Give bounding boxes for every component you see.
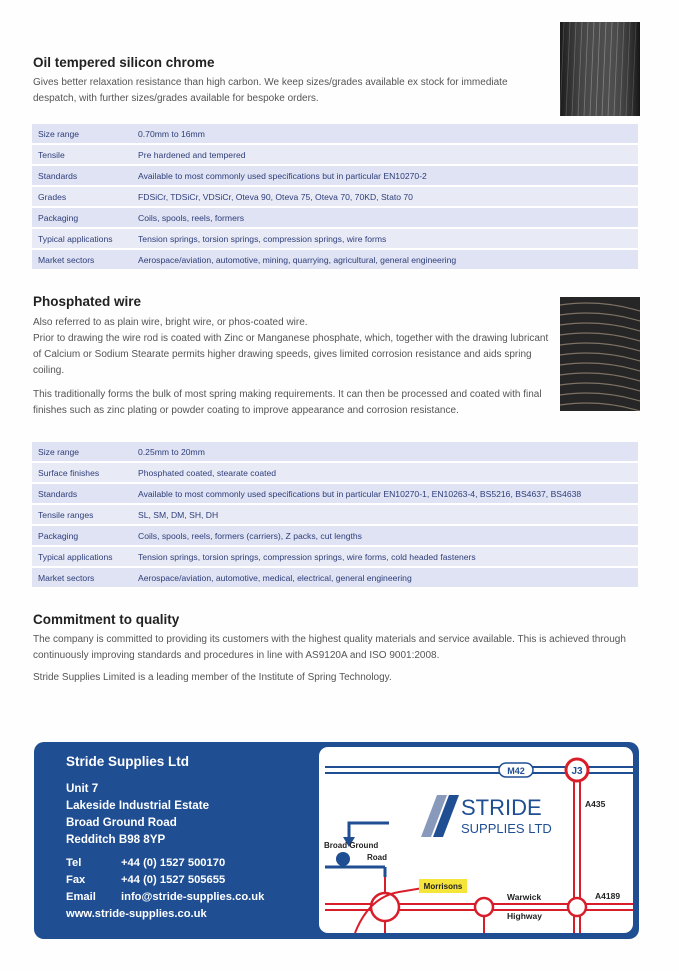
warwick-label: Warwick: [507, 892, 542, 902]
morrisons-label: Morrisons: [423, 882, 463, 891]
spec-value: Coils, spools, reels, formers: [132, 207, 638, 228]
email-label: Email: [66, 891, 96, 903]
spec-key: Size range: [32, 124, 132, 144]
table-row: [32, 165, 638, 186]
spec-value: Tension springs, torsion springs, compression springs, wire forms: [132, 228, 638, 249]
address-line: Broad Ground Road: [66, 816, 177, 829]
table-row: [32, 249, 638, 270]
spec-value: FDSiCr, TDSiCr, VDSiCr, Oteva 90, Oteva 75, Oteva 70, 70KD, Stato 70: [132, 186, 638, 207]
contact-footer: [34, 742, 639, 939]
logo-supplies: SUPPLIES LTD: [461, 821, 552, 836]
table-row: [32, 207, 638, 228]
map-graphic: [319, 747, 633, 933]
spec-key: Market sectors: [32, 567, 132, 588]
spec-key: Packaging: [32, 525, 132, 546]
spec-key: Tensile: [32, 144, 132, 165]
fax-value: +44 (0) 1527 505655: [121, 874, 226, 886]
spec-key: Size range: [32, 442, 132, 462]
company-address: [66, 780, 209, 848]
spec-value: Aerospace/aviation, automotive, mining, quarrying, agricultural, general engineering: [132, 249, 638, 270]
highway-label: Highway: [507, 911, 542, 921]
tel-value: +44 (0) 1527 500170: [121, 857, 226, 869]
tel-label: Tel: [66, 857, 82, 869]
a4189-label: A4189: [595, 891, 621, 901]
section-paragraph: Also referred to as plain wire, bright wire, or phos-coated wire.: [33, 317, 308, 328]
company-name: Stride Supplies Ltd: [66, 754, 190, 769]
fax-label: Fax: [66, 874, 86, 886]
roundabout: [475, 898, 493, 916]
spec-value: Pre hardened and tempered: [132, 144, 638, 165]
spec-key: Grades: [32, 186, 132, 207]
spec-value: SL, SM, DM, SH, DH: [132, 504, 638, 525]
j3-label: J3: [571, 766, 583, 777]
location-map: [319, 747, 633, 933]
table-row: [32, 504, 638, 525]
spec-key: Standards: [32, 483, 132, 504]
table-row: [32, 186, 638, 207]
spec-table-oil-tempered: [32, 124, 638, 271]
spec-key: Surface finishes: [32, 462, 132, 483]
wire-coil-photo: [560, 22, 640, 116]
spec-value: Available to most commonly used specifications but in particular EN10270-1, EN10263-4, BS5216, BS4637, BS4638: [132, 483, 638, 504]
table-row: [32, 462, 638, 483]
spec-table-phosphated: [32, 442, 638, 589]
contact-details: [66, 855, 264, 923]
spec-key: Market sectors: [32, 249, 132, 270]
table-row: [32, 483, 638, 504]
spec-value: Tension springs, torsion springs, compression springs, wire forms, cold headed fasteners: [132, 546, 638, 567]
address-line: Lakeside Industrial Estate: [66, 799, 210, 812]
spec-value: 0.25mm to 20mm: [132, 442, 638, 462]
table-row: [32, 144, 638, 165]
a435-label: A435: [585, 799, 606, 809]
logo-stride: STRIDE: [461, 795, 542, 820]
email-link[interactable]: info@stride-supplies.co.uk: [121, 891, 265, 903]
section-paragraph: Prior to drawing the wire rod is coated with Zinc or Manganese phosphate, which, together with the drawing lubricant of Calcium or Sodium Stearate permits higher drawing speeds, gives limited corrosion resistance and aids spring coiling.: [33, 333, 549, 376]
table-row: [32, 525, 638, 546]
location-marker-icon: [336, 852, 350, 866]
road-label: Road: [367, 853, 387, 862]
section-title-oil-tempered: Oil tempered silicon chrome: [33, 55, 215, 70]
section-paragraph: This traditionally forms the bulk of most spring making requirements. It can then be processed and coated with final finishes such as zinc plating or powder coating to improve appearance and corrosion resistance.: [33, 389, 542, 416]
spec-value: 0.70mm to 16mm: [132, 124, 638, 144]
table-row: [32, 228, 638, 249]
spec-key: Tensile ranges: [32, 504, 132, 525]
m42-label: M42: [507, 766, 525, 776]
website-link[interactable]: www.stride-supplies.co.uk: [66, 908, 207, 920]
spec-value: Phosphated coated, stearate coated: [132, 462, 638, 483]
phosphated-wire-photo: [560, 297, 640, 411]
direction-arrow-icon: [349, 823, 389, 839]
address-line: Unit 7: [66, 782, 99, 795]
roundabout: [568, 898, 586, 916]
section-paragraph: The company is committed to providing its customers with the highest quality materials and service available. This is achieved through continuously improving standards and procedures in line with AS9120A and ISO 9001:2008.: [33, 634, 626, 661]
address-line: Redditch B98 8YP: [66, 833, 166, 846]
section-intro: Gives better relaxation resistance than high carbon. We keep sizes/grades available ex stock for immediate despatch, with further sizes/grades available for bespoke orders.: [33, 77, 508, 104]
table-row: [32, 124, 638, 144]
section-paragraph: Stride Supplies Limited is a leading member of the Institute of Spring Technology.: [33, 672, 392, 683]
spec-key: Typical applications: [32, 228, 132, 249]
spec-value: Available to most commonly used specifications but in particular EN10270-2: [132, 165, 638, 186]
table-row: [32, 546, 638, 567]
broad-ground-label: Broad Ground: [324, 841, 379, 850]
spec-key: Standards: [32, 165, 132, 186]
spec-key: Packaging: [32, 207, 132, 228]
section-title-quality: Commitment to quality: [33, 612, 180, 627]
section-title-phosphated: Phosphated wire: [33, 294, 142, 309]
table-row: [32, 567, 638, 588]
table-row: [32, 442, 638, 462]
spec-value: Coils, spools, reels, formers (carriers), Z packs, cut lengths: [132, 525, 638, 546]
spec-key: Typical applications: [32, 546, 132, 567]
spec-value: Aerospace/aviation, automotive, medical, electrical, general engineering: [132, 567, 638, 588]
